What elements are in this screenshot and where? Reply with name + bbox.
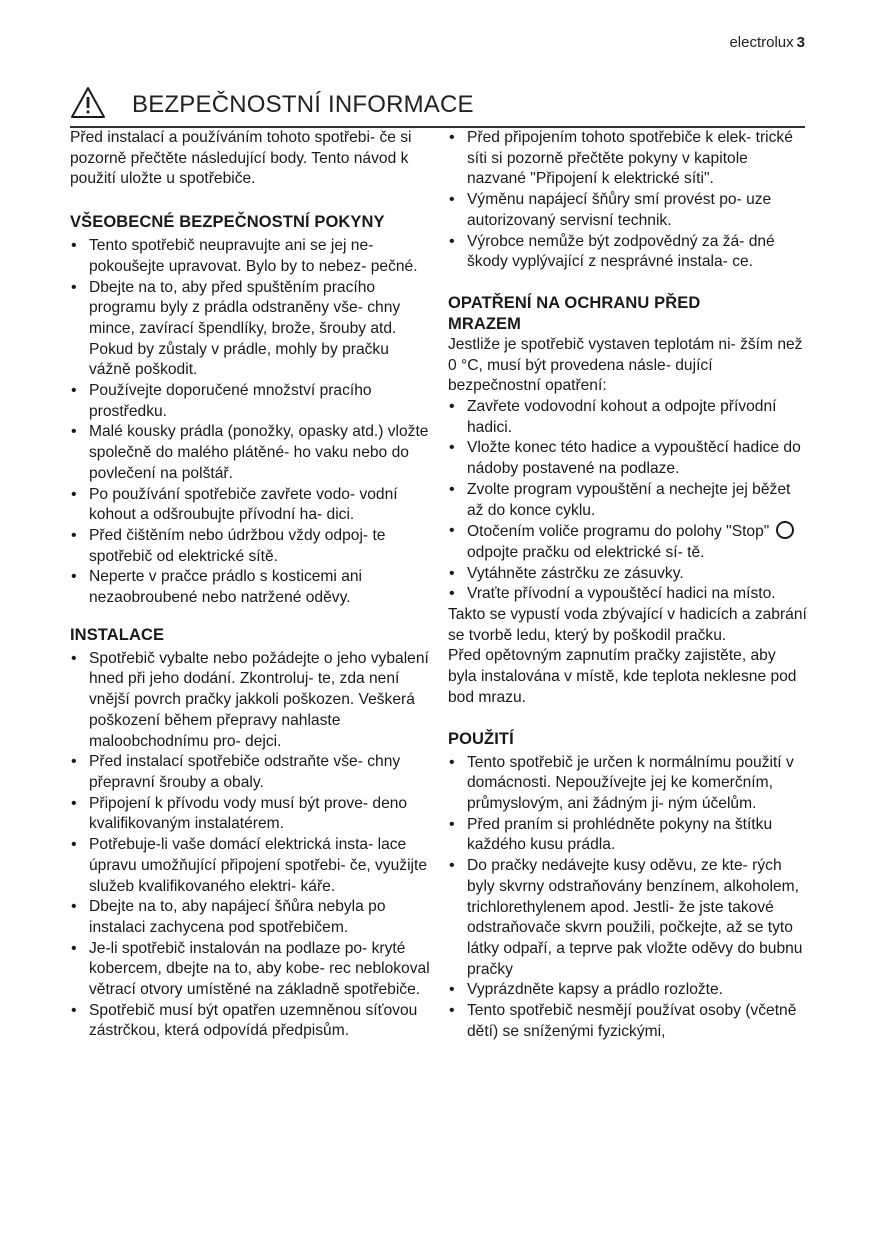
warning-icon <box>70 86 106 120</box>
stop-item-before: Otočením voliče programu do polohy "Stop" <box>467 523 770 541</box>
list-item: • Zavřete vodovodní kohout a odpojte přívodní hadici. <box>448 397 808 438</box>
general-safety-heading: VŠEOBECNÉ BEZPEČNOSTNÍ POKYNY <box>70 213 385 232</box>
page-number: 3 <box>796 34 805 51</box>
stop-circle-icon <box>776 521 794 539</box>
frost-heading-line1: OPATŘENÍ NA OCHRANU PŘED <box>448 293 701 312</box>
left-column <box>70 128 430 1042</box>
page-title: BEZPEČNOSTNÍ INFORMACE <box>132 91 474 118</box>
list-item: • Vraťte přívodní a vypouštěcí hadici na místo. <box>448 584 808 605</box>
list-item: • Tento spotřebič neupravujte ani se jej ne- pokoušejte upravovat. Bylo by to nebez- pečné. <box>70 236 430 277</box>
usage-list <box>448 753 808 1043</box>
right-column <box>448 128 808 1042</box>
list-item: • Malé kousky prádla (ponožky, opasky atd.) vložte společně do malého plátěné- ho vaku nebo do povlečení na polštář. <box>70 422 430 484</box>
list-item: • Před čištěním nebo údržbou vždy odpoj- te spotřebič od elektrické sítě. <box>70 526 430 567</box>
list-item <box>448 521 808 563</box>
list-item: • Tento spotřebič je určen k normálnímu použití v domácnosti. Nepoužívejte jej ke komerčním, průmyslovým, ani žádným ji- ným účelům. <box>448 753 808 815</box>
list-item: • Tento spotřebič nesmějí používat osoby (včetně dětí) se sníženými fyzickými, <box>448 1001 808 1042</box>
list-item: • Po používání spotřebiče zavřete vodo- vodní kohout a odšroubujte přívodní ha- dici. <box>70 485 430 526</box>
installation-heading: INSTALACE <box>70 625 165 644</box>
stop-item-after: odpojte pračku od elektrické sí- tě. <box>467 543 705 561</box>
list-item: • Před praním si prohlédněte pokyny na štítku každého kusu prádla. <box>448 815 808 856</box>
list-item: • Neperte v pračce prádlo s kosticemi ani nezaobroubené nebo natržené oděvy. <box>70 567 430 608</box>
list-item: • Připojení k přívodu vody musí být prove- deno kvalifikovaným instalatérem. <box>70 794 430 835</box>
list-item: • Výrobce nemůže být zodpovědný za žá- dné škody vyplývající z nesprávné instala- ce. <box>448 232 808 273</box>
page-header <box>729 34 805 51</box>
list-item: • Dbejte na to, aby před spuštěním pracího programu byly z prádla odstraněny vše- chny mince, zavírací špendlíky, brože, šrouby atd. Pokud by zůstaly v prádle, mohly by pračku vážně poškodit. <box>70 278 430 382</box>
list-item: • Zvolte program vypouštění a nechejte jej běžet až do konce cyklu. <box>448 480 808 521</box>
frost-heading <box>448 293 808 335</box>
usage-heading: POUŽITÍ <box>448 729 514 748</box>
frost-outro-1: Takto se vypustí voda zbývající v hadicích a zabrání se tvorbě ledu, který by poškodil pračku. <box>448 606 807 644</box>
general-safety-list <box>70 236 430 609</box>
intro-paragraph: Před instalací a používáním tohoto spotřebi- če si pozorně přečtěte následující body. Tento návod k použití uložte u spotřebiče. <box>70 129 412 188</box>
frost-intro: Jestliže je spotřebič vystaven teplotám ni- žším než 0 °C, musí být provedena násle- dující bezpečnostní opatření: <box>448 335 803 395</box>
electrical-list <box>448 128 808 273</box>
frost-heading-line2: MRAZEM <box>448 314 522 333</box>
frost-list <box>448 397 808 605</box>
brand-name: electrolux <box>729 34 794 51</box>
installation-list <box>70 649 430 1042</box>
list-item: • Vyprázdněte kapsy a prádlo rozložte. <box>448 980 808 1001</box>
section-title-row <box>70 84 805 128</box>
list-item: • Používejte doporučené množství pracího prostředku. <box>70 381 430 422</box>
list-item: • Spotřebič musí být opatřen uzemněnou síťovou zástrčkou, která odpovídá předpisům. <box>70 1001 430 1042</box>
list-item: • Vytáhněte zástrčku ze zásuvky. <box>448 564 808 585</box>
list-item: • Spotřebič vybalte nebo požádejte o jeho vybalení hned při jeho dodání. Zkontroluj- te, zda není vnější povrch pračky jakkoli poškozen. Veškerá poškození během přepravy nahlaste maloobchodnímu pro- dejci. <box>70 649 430 753</box>
list-item: • Potřebuje-li vaše domácí elektrická insta- lace úpravu umožňující připojení spotřebi- če, využijte služeb kvalifikovaného elektri- káře. <box>70 835 430 897</box>
list-item: • Před instalací spotřebiče odstraňte vše- chny přepravní šrouby a obaly. <box>70 752 430 793</box>
list-item: • Vložte konec této hadice a vypouštěcí hadice do nádoby postavené na podlaze. <box>448 438 808 479</box>
frost-outro-2: Před opětovným zapnutím pračky zajistěte, aby byla instalována v místě, kde teplota neklesne pod bod mrazu. <box>448 647 797 706</box>
list-item: • Výměnu napájecí šňůry smí provést po- uze autorizovaný servisní technik. <box>448 190 808 231</box>
list-item: • Je-li spotřebič instalován na podlaze po- kryté kobercem, dbejte na to, aby kobe- rec neblokoval větrací otvory umístěné na základně spotřebiče. <box>70 939 430 1001</box>
list-item: • Před připojením tohoto spotřebiče k elek- trické síti si pozorně přečtěte pokyny v kapitole nazvané "Připojení k elektrické síti". <box>448 128 808 190</box>
list-item: • Dbejte na to, aby napájecí šňůra nebyla po instalaci zachycena pod spotřebičem. <box>70 897 430 938</box>
list-item: • Do pračky nedávejte kusy oděvu, ze kte- rých byly skvrny odstraňovány benzínem, alkoholem, trichlorethylenem apod. Jestli- že jste takové odstraňovače skvrn použili, počkejte, až se tyto látky odpaří, a teprve pak vložte oděvy do bubnu pračky <box>448 856 808 980</box>
